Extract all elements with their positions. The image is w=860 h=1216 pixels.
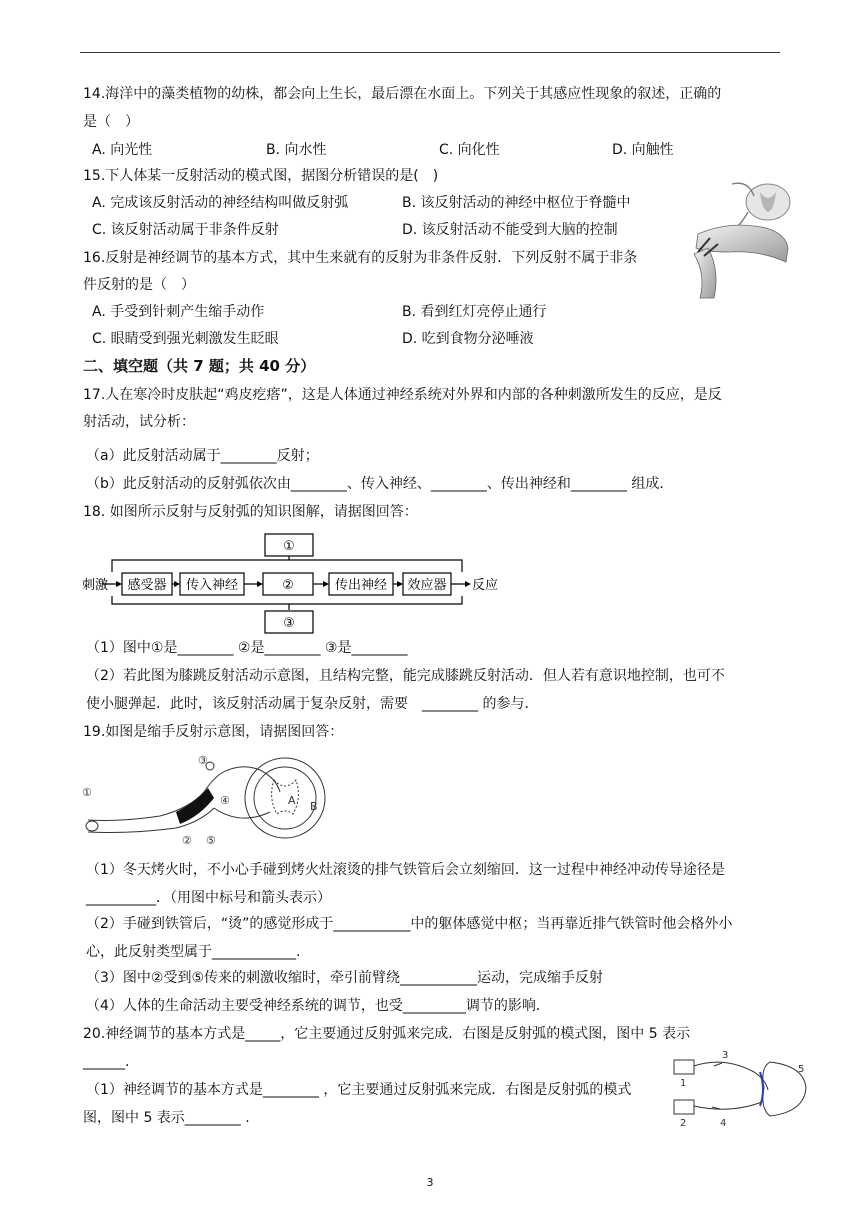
header-rule xyxy=(80,52,780,53)
reflex-arc-diagram xyxy=(82,532,502,640)
q16-option-b: B. 看到红灯亮停止通行 xyxy=(402,304,547,320)
label-3: ③ xyxy=(198,754,208,767)
q17-part-b: （b）此反射活动的反射弧依次由________、传入神经、________、传出神经和________ 组成． xyxy=(86,476,674,492)
spinal-section-outer xyxy=(245,758,325,838)
page-number: 3 xyxy=(426,1176,434,1189)
q18-stem: 18. 如图所示反射与反射弧的知识图解，请据图回答： xyxy=(83,504,418,520)
label-4: ④ xyxy=(220,794,230,807)
q20-sub1-line2: 图，图中 5 表示________ . xyxy=(83,1110,250,1126)
efferent-path xyxy=(694,1102,762,1109)
label-bottom: ③ xyxy=(283,616,295,631)
q19-stem: 19.如图是缩手反射示意图，请据图回答： xyxy=(83,724,344,740)
q15-option-a: A. 完成该反射活动的神经结构叫做反射弧 xyxy=(92,195,349,211)
knee-reflex-figure xyxy=(684,178,794,300)
model-label-5: 5 xyxy=(798,1064,805,1075)
label-receptor: 感受器 xyxy=(127,578,167,593)
label-afferent: 传入神经 xyxy=(185,578,239,593)
label-center: ② xyxy=(282,578,294,593)
q16-stem-line1: 16.反射是神经调节的基本方式，其中生来就有的反射为非条件反射．下列反射不属于非条 xyxy=(83,250,638,266)
q19-sub4: （4）人体的生命活动主要受神经系统的调节，也受_________调节的影响． xyxy=(86,998,550,1014)
fingertip xyxy=(86,821,98,831)
q16-option-d: D. 吃到食物分泌唾液 xyxy=(402,331,534,347)
label-top: ① xyxy=(283,539,295,554)
model-label-1: 1 xyxy=(680,1078,687,1089)
lower-bracket xyxy=(112,596,462,610)
q16-option-c: C. 眼睛受到强光刺激发生眨眼 xyxy=(92,331,279,347)
q16-stem-line2: 件反射的是（ ） xyxy=(83,277,195,293)
afferent-path xyxy=(694,1062,768,1090)
q14-option-b: B. 向水性 xyxy=(266,142,327,158)
q16-option-a: A. 手受到针刺产生缩手动作 xyxy=(92,304,265,320)
q20-stem-line2: ______. xyxy=(83,1054,130,1070)
label-efferent: 传出神经 xyxy=(334,578,388,593)
q19-sub3: （3）图中②受到⑤传来的刺激收缩时，牵引前臂绕___________运动，完成缩手反射 xyxy=(86,970,604,986)
q19-sub1-line2: __________．（用图中标号和箭头表示） xyxy=(86,890,331,906)
muscle xyxy=(176,788,214,824)
q15-stem: 15.下人体某一反射活动的模式图，据图分析错误的是( ) xyxy=(83,168,439,184)
motor-neuron xyxy=(214,808,270,818)
q15-option-b: B. 该反射活动的神经中枢位于脊髓中 xyxy=(402,195,631,211)
q17-stem-line1: 17.人在寒冷时皮肤起“鸡皮疙瘩”，这是人体通过神经系统对外界和内部的各种刺激所发生的反应，是反 xyxy=(83,387,722,403)
q17-part-a: （a）此反射活动属于________反射； xyxy=(86,448,319,464)
label-5: ⑤ xyxy=(206,834,216,847)
label-B: B xyxy=(310,800,318,813)
label-2: ② xyxy=(182,834,192,847)
q14-option-d: D. 向触性 xyxy=(612,142,674,158)
q17-stem-line2: 射活动，试分析： xyxy=(83,414,195,430)
label-stimulus: 刺激 xyxy=(82,578,109,593)
q18-sub2-line1: （2）若此图为膝跳反射活动示意图，且结构完整，能完成膝跳反射活动．但人若有意识地控制，也可不 xyxy=(86,668,725,684)
q20-stem-line1: 20.神经调节的基本方式是_____，它主要通过反射弧来完成．右图是反射弧的模式图，图中 5 表示 xyxy=(83,1026,691,1042)
withdrawal-reflex-figure xyxy=(80,752,330,848)
model-label-3: 3 xyxy=(722,1050,729,1061)
q19-sub1-line1: （1）冬天烤火时，不小心手碰到烤火灶滚烫的排气铁管后会立刻缩回．这一过程中神经冲动传导途径是 xyxy=(86,862,725,878)
path-arrows xyxy=(712,1063,722,1109)
q19-sub2-line1: （2）手碰到铁管后，“烫”的感觉形成于___________中的躯体感觉中枢；当再靠近排气铁管时他会格外小 xyxy=(86,916,733,932)
q15-option-d: D. 该反射活动不能受到大脑的控制 xyxy=(402,222,618,238)
q14-option-c: C. 向化性 xyxy=(439,142,500,158)
label-response: 反应 xyxy=(472,578,499,593)
q20-sub1-line1: （1）神经调节的基本方式是________ ，它主要通过反射弧来完成．右图是反射弧的模式 xyxy=(86,1082,632,1098)
label-effector: 效应器 xyxy=(407,578,447,593)
q14-stem-line1: 14.海洋中的藻类植物的幼株，都会向上生长，最后漂在水面上。下列关于其感应性现象的叙述，正确的 xyxy=(83,86,722,102)
q14-stem-line2: 是（ ） xyxy=(83,114,139,130)
label-A: A xyxy=(288,794,296,807)
q18-sub1: （1）图中①是________ ②是________ ③是________ xyxy=(86,640,408,656)
section-title: 二、填空题（共 7 题；共 40 分） xyxy=(83,357,316,375)
model-label-2: 2 xyxy=(680,1118,687,1129)
upper-bracket xyxy=(112,556,462,572)
q18-sub2-line2: 使小腿弹起．此时，该反射活动属于复杂反射，需要 ________ 的参与． xyxy=(86,696,539,712)
label-1: ① xyxy=(82,786,92,799)
box-1 xyxy=(674,1060,694,1074)
q19-sub2-line2: 心，此反射类型属于____________. xyxy=(86,944,301,960)
spinal-section-inner xyxy=(254,767,316,829)
model-label-4: 4 xyxy=(720,1118,727,1129)
q15-option-c: C. 该反射活动属于非条件反射 xyxy=(92,222,279,238)
reflex-arc-model-figure xyxy=(670,1050,816,1130)
box-2 xyxy=(674,1100,694,1114)
q14-option-a: A. 向光性 xyxy=(92,142,153,158)
